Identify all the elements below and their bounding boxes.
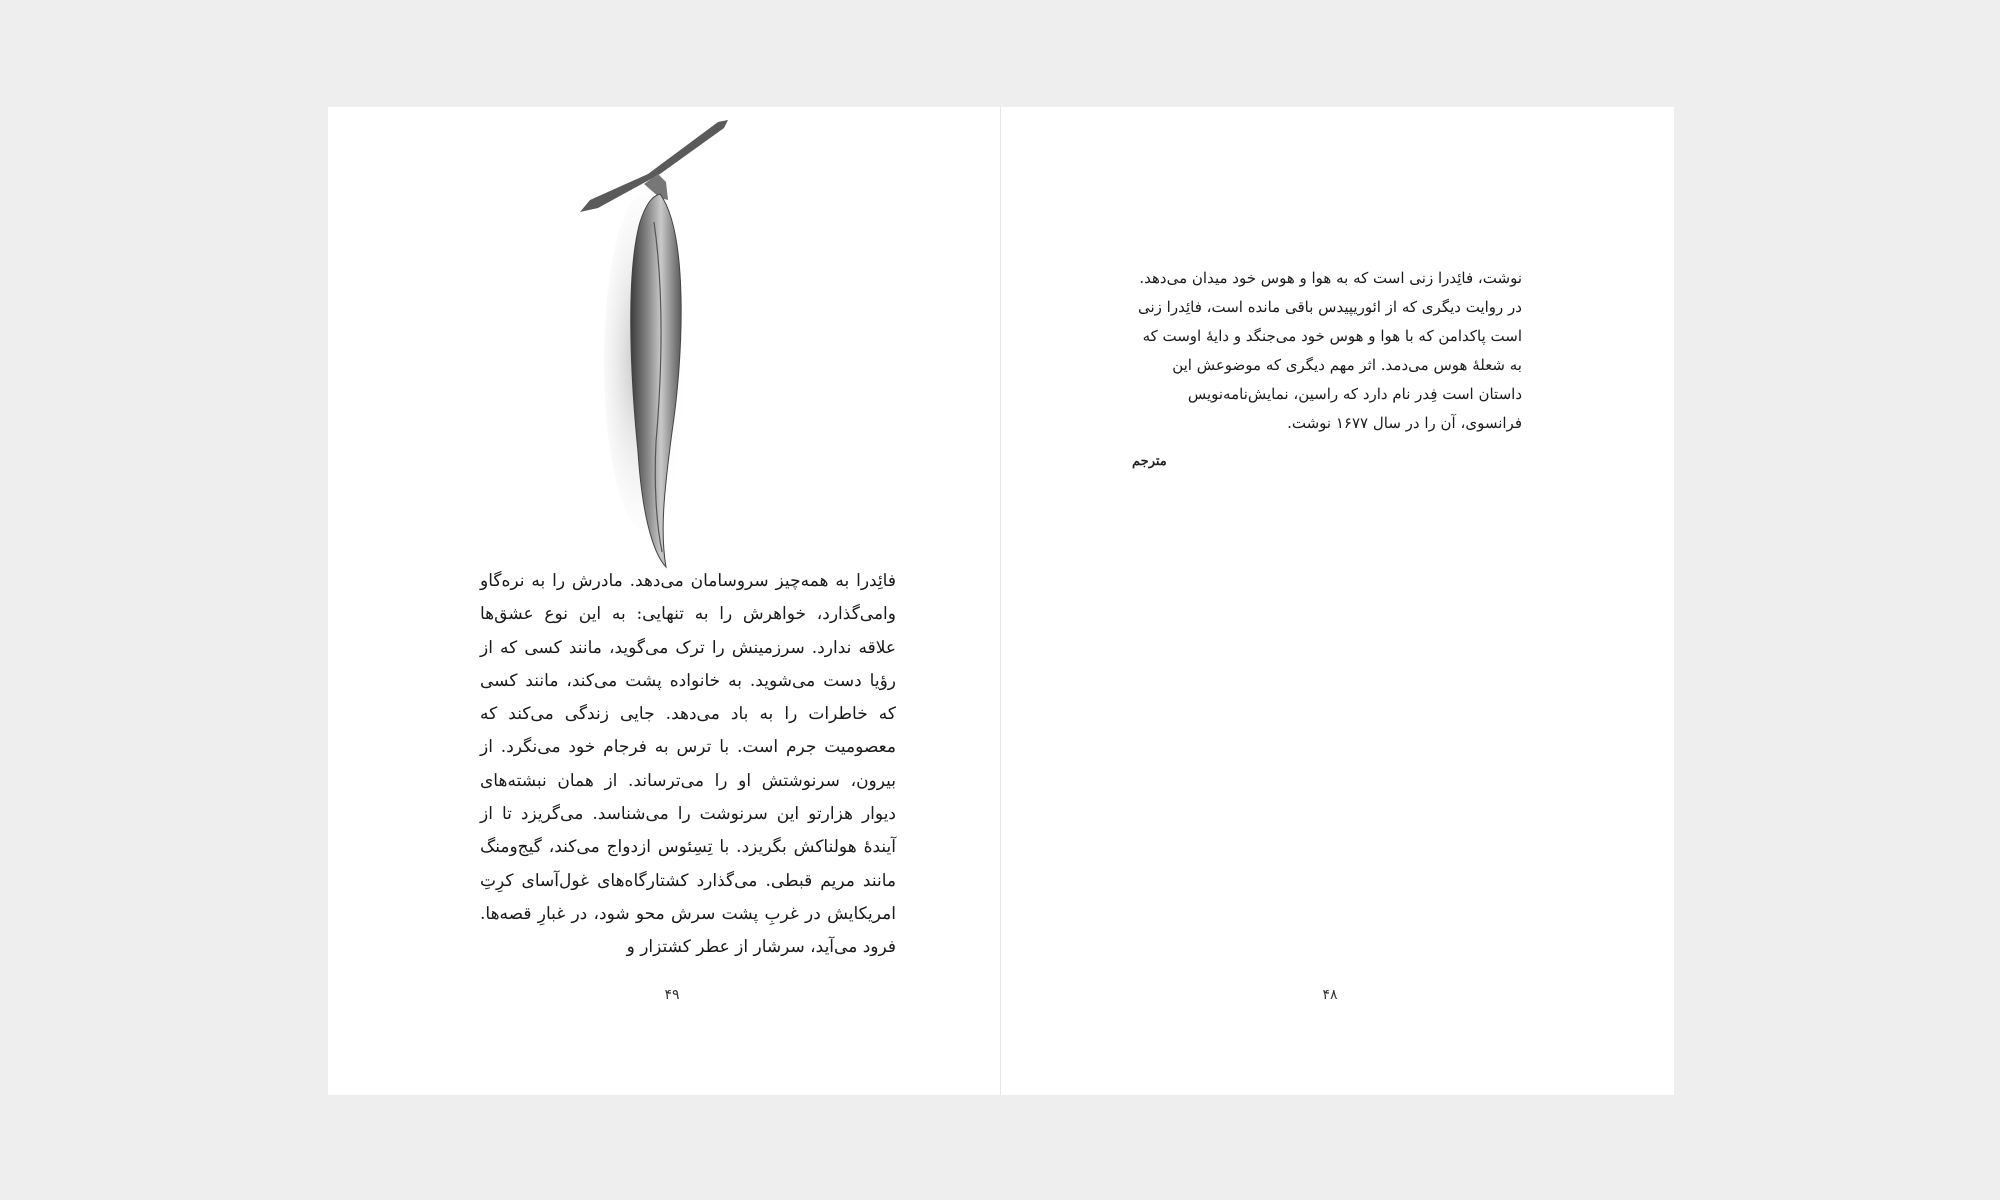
book-spread (328, 107, 1674, 1095)
page-number: ۴۹ (664, 987, 680, 1003)
right-page (1001, 107, 1674, 1095)
seed-pod-illustration-icon (568, 112, 748, 572)
left-page (328, 107, 1001, 1095)
page-number: ۴۸ (1322, 987, 1338, 1003)
translator-note-text: نوشت، فائِدرا زنی است که به هوا و هوس خود میدان می‌دهد. در روایت دیگری که از ائوریپیدس باقی مانده است، فائِدرا زنی است پاکدامن که با هوا و هوس خود می‌جنگد و دایهٔ اوست که به شعلهٔ هوس می‌دمد. اثر مهم دیگری که موضوعش این داستان است فِدر نام دارد که راسین، نمایش‌نامه‌نویس فرانسوی، آن را در سال ۱۶۷۷ نوشت. (1137, 269, 1522, 432)
translator-signature: مترجم (1132, 454, 1167, 469)
body-text: فائِدرا به همه‌چیز سروسامان می‌دهد. مادرش را به نره‌گاو وامی‌گذارد، خواهرش را به تنهایی: به این نوع عشق‌ها علاقه ندارد. سرزمینش را ترک می‌گوید، مانند کسی که از رؤیا دست می‌شوید. به خانواده پشت می‌کند، مانند کسی که خاطرات را به باد می‌دهد. جایی زندگی می‌کند که معصومیت جرم است. با ترس به فرجام خود می‌نگرد. از بیرون، سرنوشتش او را می‌ترساند. از همان نبشته‌های دیوار هزارتو این سرنوشت را می‌شناسد. می‌گریزد تا از آیندهٔ هولناکش بگریزد. با تِسِئوس ازدواج می‌کند، گیج‌ومنگ مانند مریم قبطی. می‌گذارد کشتارگاه‌های غول‌آسای کرِتِ امریکایش در غربِ پشت سرش محو شود، در غبارِ قصه‌ها. فرود می‌آید، سرشار از عطر کشتزار و (480, 571, 896, 958)
